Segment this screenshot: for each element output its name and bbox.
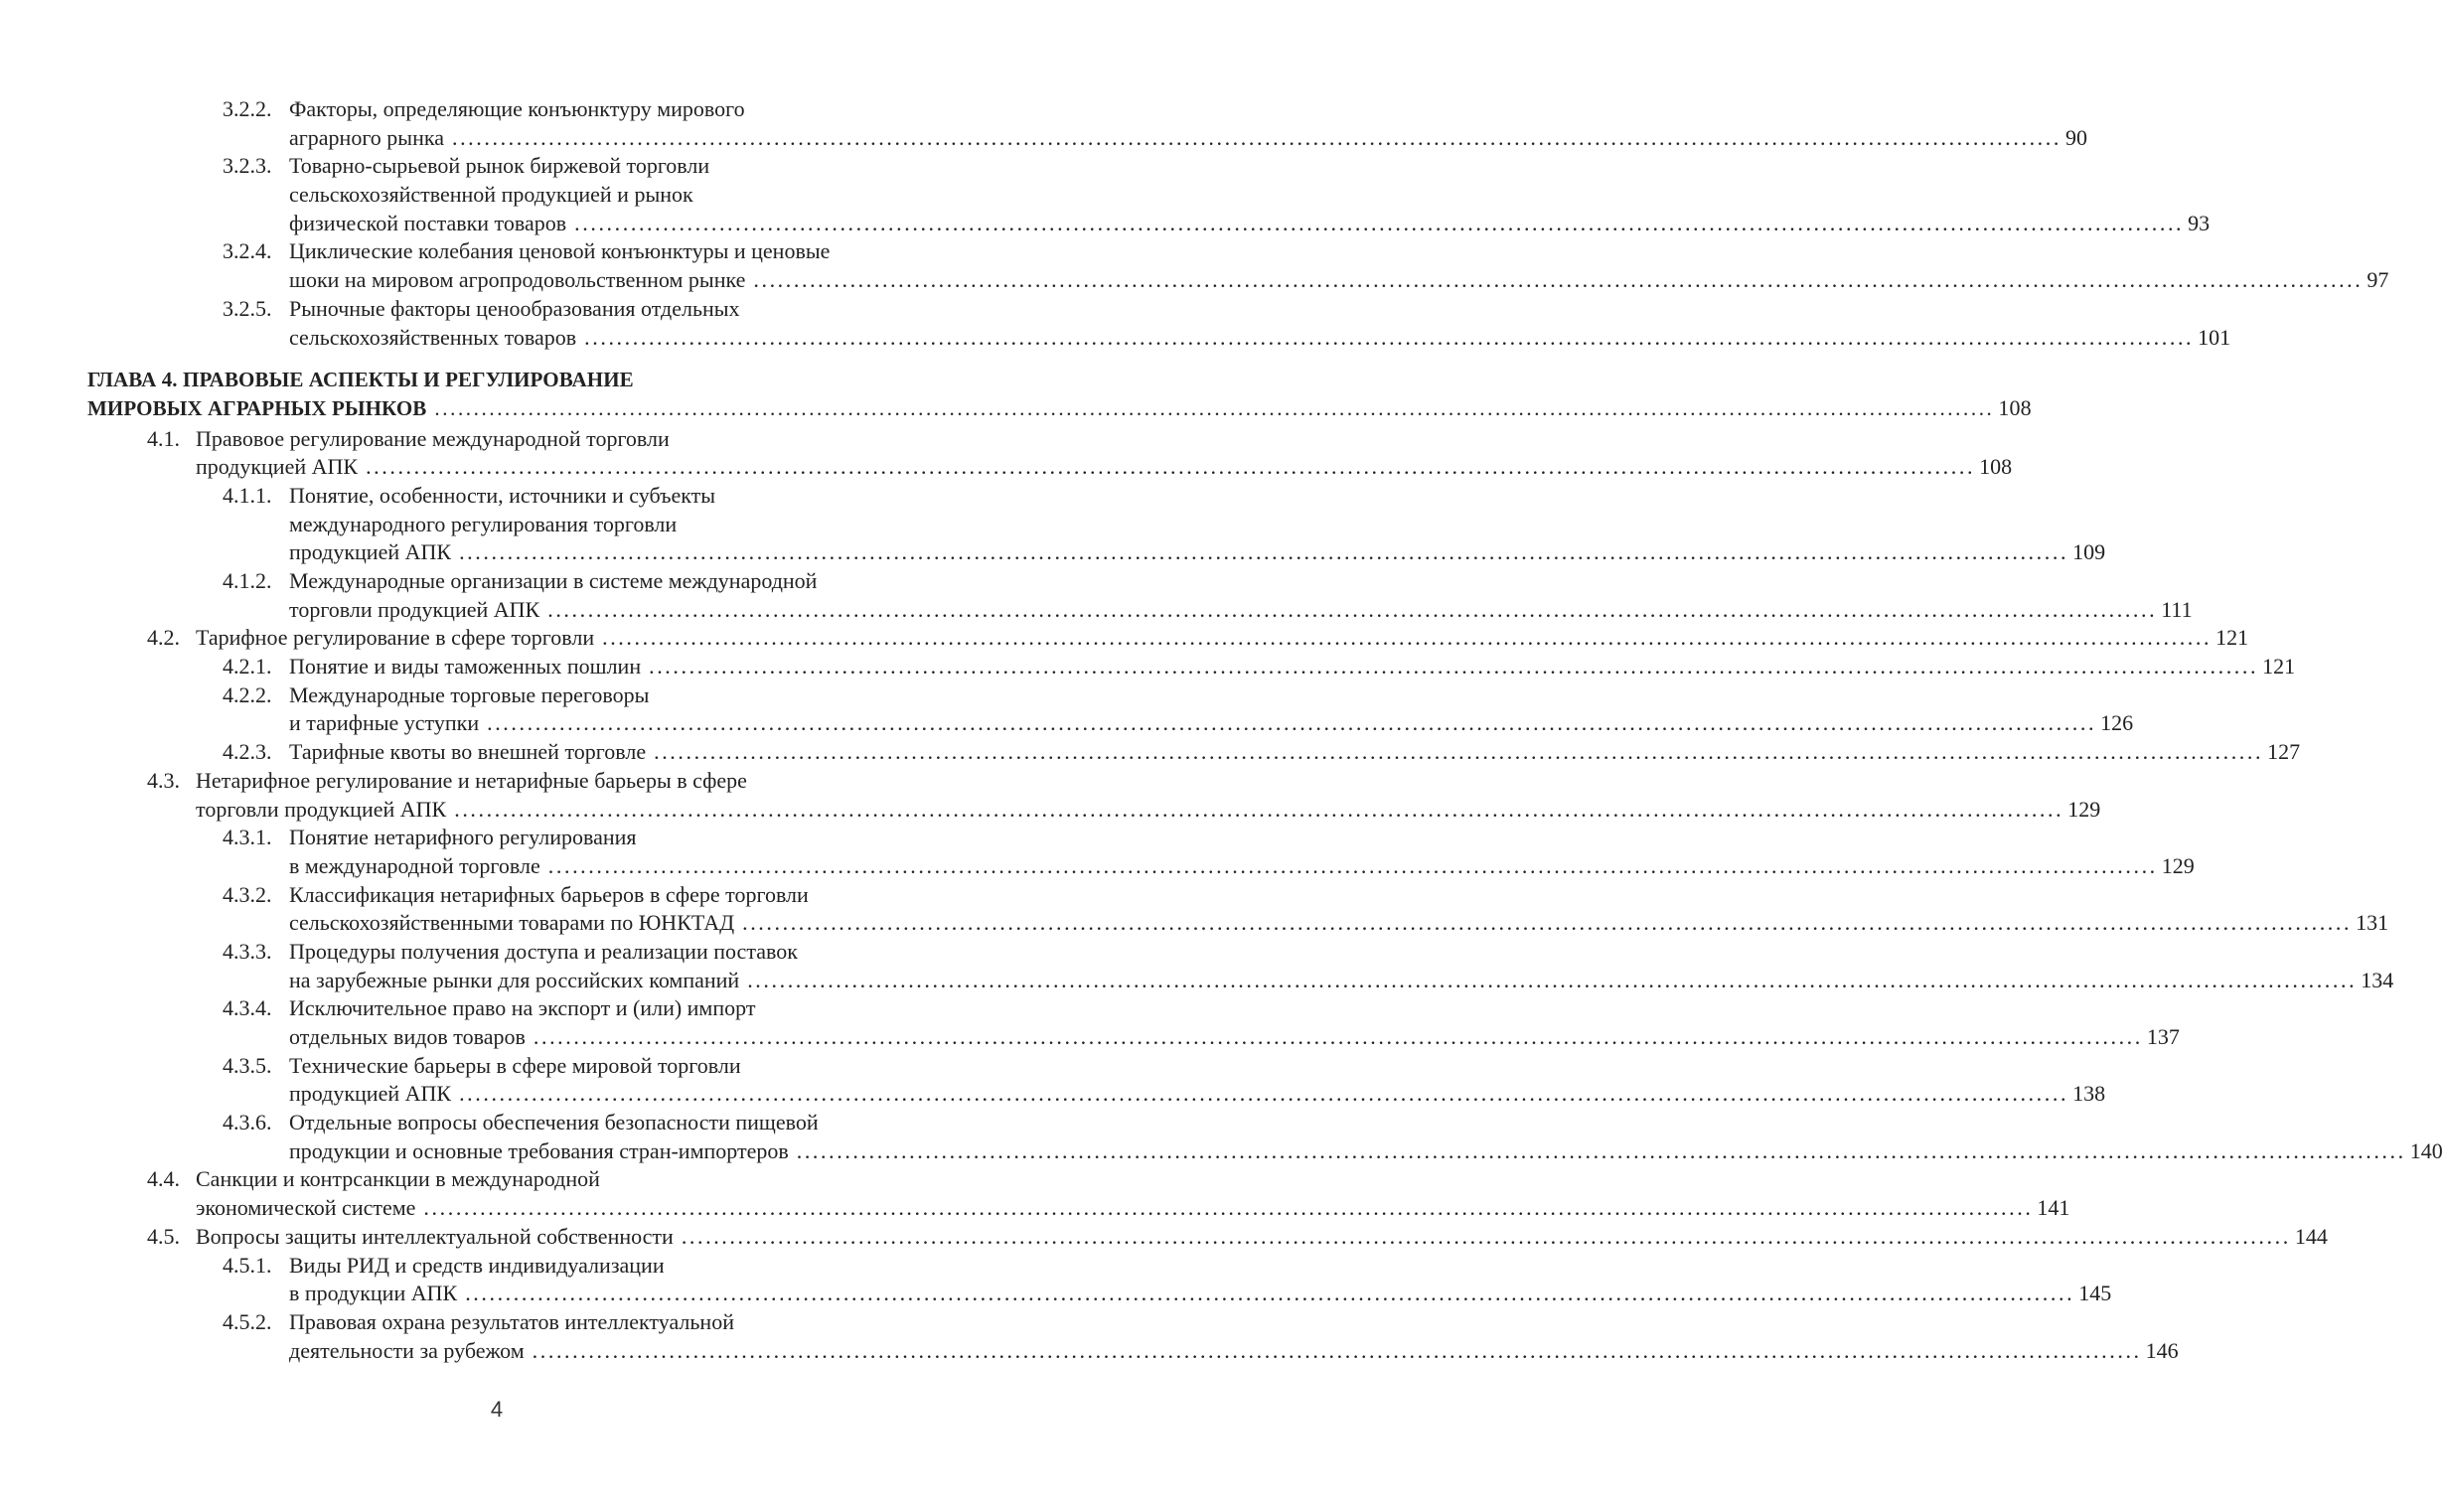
toc-entry-title-line: Вопросы защиты интеллектуальной собственности <box>196 1223 674 1249</box>
toc-entry-title-line: деятельности за рубежом <box>289 1337 525 1363</box>
dot-leader: ........................................................................................................................................................................................................ <box>459 539 2069 565</box>
dot-leader: ........................................................................................................................................................................................................ <box>366 454 1976 480</box>
toc-entry-title-line: продукцией АПК <box>289 539 452 565</box>
toc-entry-number: 4.5. <box>147 1223 180 1249</box>
toc-entry-number: 4.2.2. <box>223 681 272 707</box>
toc-entry-title-line: Товарно-сырьевой рынок биржевой торговли <box>289 153 710 179</box>
toc-entry-title-line: Рыночные факторы ценообразования отдельных <box>289 295 740 321</box>
toc-entry-title-line: Технические барьеры в сфере мировой торговли <box>289 1052 741 1078</box>
toc-entry-4-2-1 <box>0 653 2296 681</box>
toc-entry-page: 145 <box>2078 1281 2112 1306</box>
toc-entry-title-line: Тарифные квоты во внешней торговле <box>289 739 647 765</box>
toc-entry-title-line: Международные организации в системе международной <box>289 568 818 593</box>
toc-entry-number: 4.3.1. <box>223 825 272 850</box>
toc-entry-4-3-1 <box>0 824 2195 880</box>
toc-entry-title-line: Факторы, определяющие конъюнктуру мирового <box>289 96 745 121</box>
toc-entry-page: 129 <box>2161 852 2195 878</box>
toc-entry-title-line: Понятие и виды таможенных пошлин <box>289 654 642 680</box>
toc-entry-page: 146 <box>2145 1337 2179 1363</box>
toc-entry-title-line: отдельных видов товаров <box>289 1024 526 1049</box>
dot-leader: ........................................................................................................................................................................................................ <box>584 324 2195 350</box>
toc-entry-number: 4.5.1. <box>223 1252 272 1278</box>
toc-entry-page: 138 <box>2072 1081 2106 1107</box>
toc-entry-3-2-4 <box>0 237 2389 294</box>
dot-leader: ........................................................................................................................................................................................................ <box>547 596 2158 622</box>
toc-entry-page: 127 <box>2267 739 2301 765</box>
toc-entry-title-line: продукцией АПК <box>289 1081 452 1107</box>
toc-entry-number: 3.2.5. <box>223 295 272 321</box>
dot-leader: ........................................................................................................................................................................................................ <box>465 1281 2075 1306</box>
toc-entry-page: 134 <box>2361 967 2394 992</box>
toc-entry-title-line: Классификация нетарифных барьеров в сфере торговли <box>289 881 809 907</box>
toc-entry-4-1-2 <box>0 567 2193 624</box>
toc-entry-number: 4.4. <box>147 1166 180 1192</box>
toc-entry-4-2-2 <box>0 681 2134 738</box>
toc-entry-3-2-3 <box>0 152 2211 237</box>
toc-entry-number: 4.1.2. <box>223 568 272 593</box>
toc-entry-page: 121 <box>2215 625 2249 651</box>
toc-entry-page: 131 <box>2356 910 2389 936</box>
toc-entry-4-5 <box>0 1223 2328 1252</box>
dot-leader: ........................................................................................................................................................................................................ <box>434 395 1995 420</box>
toc-entry-page: 140 <box>2409 1137 2443 1163</box>
toc-entry-4-4 <box>0 1165 2070 1222</box>
dot-leader: ........................................................................................................................................................................................................ <box>681 1223 2291 1249</box>
toc-entry-title-line: Нетарифное регулирование и нетарифные барьеры в сфере <box>196 767 747 793</box>
toc-entry-3-2-2 <box>0 95 2087 152</box>
toc-entry-ch4 <box>0 366 2032 422</box>
toc-entry-4-1 <box>0 425 2013 482</box>
toc-entry-number: 3.2.4. <box>223 238 272 264</box>
toc-entry-4-5-2 <box>0 1308 2179 1365</box>
toc-entry-title-line: Понятие нетарифного регулирования <box>289 825 637 850</box>
dot-leader: ........................................................................................................................................................................................................ <box>796 1137 2406 1163</box>
toc-entry-title-line: Виды РИД и средств индивидуализации <box>289 1252 665 1278</box>
toc-entry-4-3 <box>0 767 2101 824</box>
dot-leader: ........................................................................................................................................................................................................ <box>649 654 2259 680</box>
toc-entry-title-line: Санкции и контрсанкции в международной <box>196 1166 600 1192</box>
toc-entry-4-3-4 <box>0 994 2180 1051</box>
toc-entry-page: 111 <box>2161 596 2193 622</box>
toc-entry-title-line: Процедуры получения доступа и реализации поставок <box>289 938 798 964</box>
toc-entry-title-line: в продукции АПК <box>289 1281 458 1306</box>
toc-entry-number: 4.3. <box>147 767 180 793</box>
dot-leader: ........................................................................................................................................................................................................ <box>454 796 2064 822</box>
toc-entry-title-line: и тарифные уступки <box>289 710 480 736</box>
toc-entry-page: 144 <box>2294 1223 2328 1249</box>
dot-leader: ........................................................................................................................................................................................................ <box>451 124 2061 150</box>
toc-entry-number: 4.3.6. <box>223 1110 272 1135</box>
toc-entry-title-line: продукцией АПК <box>196 454 359 480</box>
toc-entry-4-3-3 <box>0 938 2394 994</box>
toc-entry-page: 137 <box>2146 1024 2180 1049</box>
toc-entry-title-line: экономической системе <box>196 1195 416 1221</box>
toc-entry-title-line: Отдельные вопросы обеспечения безопасности пищевой <box>289 1110 819 1135</box>
toc-entry-title-line: Циклические колебания ценовой конъюнктуры и ценовые <box>289 238 831 264</box>
toc-entry-title-line: на зарубежные рынки для российских компаний <box>289 967 740 992</box>
toc-entry-title-line: продукции и основные требования стран-импортеров <box>289 1137 789 1163</box>
toc-entry-page: 90 <box>2064 124 2087 150</box>
toc-entry-page: 97 <box>2367 267 2389 293</box>
toc-entry-title-line: международного регулирования торговли <box>289 511 678 536</box>
toc-entry-title-line: МИРОВЫХ АГРАРНЫХ РЫНКОВ <box>87 395 427 420</box>
dot-leader: ........................................................................................................................................................................................................ <box>487 710 2097 736</box>
toc-entry-title-line: ГЛАВА 4. ПРАВОВЫЕ АСПЕКТЫ И РЕГУЛИРОВАНИЕ <box>87 368 634 392</box>
toc-entry-title-line: шоки на мировом агропродовольственном рынке <box>289 267 746 293</box>
toc-entry-page: 121 <box>2262 654 2296 680</box>
toc-entry-4-5-1 <box>0 1252 2112 1308</box>
toc-entry-4-3-5 <box>0 1052 2106 1109</box>
dot-leader: ........................................................................................................................................................................................................ <box>547 852 2158 878</box>
toc-entry-4-2 <box>0 624 2249 653</box>
toc-entry-title-line: торговли продукцией АПК <box>289 596 540 622</box>
toc-entry-4-1-1 <box>0 482 2106 567</box>
dot-leader: ........................................................................................................................................................................................................ <box>747 967 2358 992</box>
dot-leader: ........................................................................................................................................................................................................ <box>654 739 2264 765</box>
toc-entry-number: 4.3.2. <box>223 881 272 907</box>
toc-entry-number: 4.3.5. <box>223 1052 272 1078</box>
toc-entry-page: 129 <box>2067 796 2101 822</box>
toc-entry-title-line: Исключительное право на экспорт и (или) импорт <box>289 995 756 1021</box>
table-of-contents <box>0 95 2443 1365</box>
toc-entry-title-line: Правовая охрана результатов интеллектуальной <box>289 1308 734 1334</box>
toc-entry-page: 93 <box>2188 210 2211 235</box>
toc-entry-4-3-2 <box>0 881 2389 938</box>
toc-entry-number: 4.1.1. <box>223 482 272 508</box>
toc-entry-title-line: аграрного рынка <box>289 124 444 150</box>
toc-entry-page: 126 <box>2100 710 2134 736</box>
page-number: 4 <box>490 1397 504 1422</box>
toc-entry-number: 4.1. <box>147 425 180 451</box>
toc-entry-number: 4.3.4. <box>223 995 272 1021</box>
toc-entry-number: 4.2. <box>147 625 180 651</box>
toc-entry-number: 4.2.1. <box>223 654 272 680</box>
toc-entry-title-line: Понятие, особенности, источники и субъекты <box>289 482 716 508</box>
toc-entry-number: 4.5.2. <box>223 1308 272 1334</box>
toc-entry-4-2-3 <box>0 738 2301 767</box>
dot-leader: ........................................................................................................................................................................................................ <box>753 267 2364 293</box>
dot-leader: ........................................................................................................................................................................................................ <box>532 1337 2142 1363</box>
toc-entry-title-line: Правовое регулирование международной торговли <box>196 425 670 451</box>
dot-leader: ........................................................................................................................................................................................................ <box>742 910 2353 936</box>
toc-entry-title-line: Тарифное регулирование в сфере торговли <box>196 625 595 651</box>
toc-entry-page: 141 <box>2037 1195 2070 1221</box>
dot-leader: ........................................................................................................................................................................................................ <box>533 1024 2143 1049</box>
toc-entry-title-line: физической поставки товаров <box>289 210 567 235</box>
toc-entry-title-line: Международные торговые переговоры <box>289 681 650 707</box>
toc-entry-4-3-6 <box>0 1109 2443 1165</box>
toc-entry-page: 109 <box>2072 539 2106 565</box>
dot-leader: ........................................................................................................................................................................................................ <box>574 210 2185 235</box>
toc-entry-number: 4.2.3. <box>223 739 272 765</box>
toc-entry-number: 3.2.2. <box>223 96 272 121</box>
toc-entry-3-2-5 <box>0 295 2231 352</box>
toc-entry-title-line: сельскохозяйственной продукцией и рынок <box>289 182 693 208</box>
toc-entry-title-line: торговли продукцией АПК <box>196 796 447 822</box>
toc-entry-number: 4.3.3. <box>223 938 272 964</box>
dot-leader: ........................................................................................................................................................................................................ <box>602 625 2213 651</box>
toc-entry-title-line: сельскохозяйственными товарами по ЮНКТАД <box>289 910 735 936</box>
dot-leader: ........................................................................................................................................................................................................ <box>423 1195 2034 1221</box>
toc-entry-page: 108 <box>1979 454 2013 480</box>
toc-entry-title-line: сельскохозяйственных товаров <box>289 324 577 350</box>
toc-entry-title-line: в международной торговле <box>289 852 540 878</box>
toc-entry-page: 108 <box>1998 394 2032 420</box>
toc-entry-number: 3.2.3. <box>223 153 272 179</box>
toc-entry-page: 101 <box>2198 324 2231 350</box>
dot-leader: ........................................................................................................................................................................................................ <box>459 1081 2069 1107</box>
